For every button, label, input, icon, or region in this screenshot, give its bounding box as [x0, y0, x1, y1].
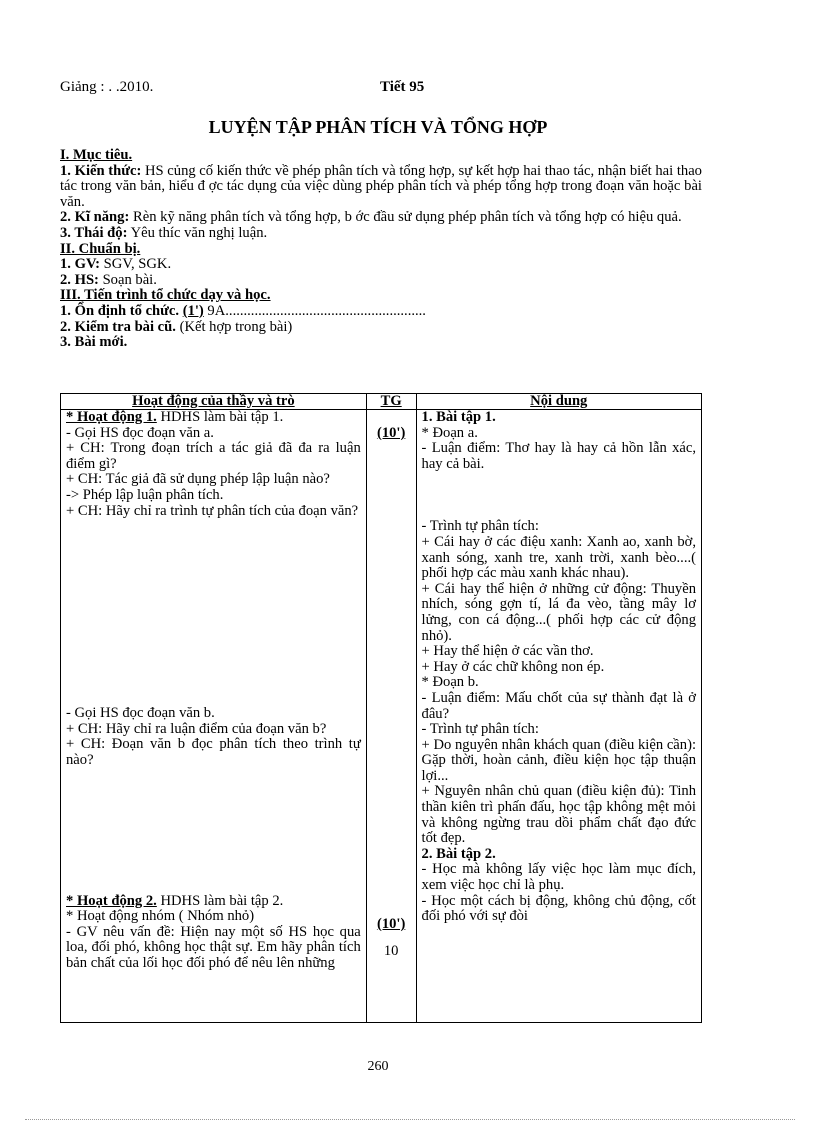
table-row [61, 410, 702, 1023]
content-cell [416, 410, 701, 1023]
lesson-table [60, 393, 702, 1023]
page-number: 260 [367, 1059, 389, 1074]
table-header-row [61, 394, 702, 410]
list-item: -> Phép lập luận phân tích. [66, 486, 224, 503]
header-content: Nội dung [416, 394, 701, 410]
list-item: + CH: Trong đoạn trích a tác giả đã đa ra luận điểm gì? [66, 440, 361, 472]
list-item: + Hay thể hiện ở các vần thơ. [421, 643, 594, 660]
objective-attitude: 3. Thái độ: Yêu thíc văn nghị luận. [60, 224, 268, 241]
time-label: (10') [376, 425, 406, 441]
list-item: - Luận điểm: Mấu chốt của sự thành đạt là ở đâu? [421, 689, 696, 722]
time-cell [366, 410, 416, 1023]
header-activities: Hoạt động của thầy và trò [61, 394, 367, 410]
header-time: TG [366, 394, 416, 410]
time-label: 10 [383, 943, 399, 959]
list-item: * Hoạt động nhóm ( Nhóm nhỏ) [66, 908, 255, 925]
list-item: - Gọi HS đọc đoạn văn a. [66, 424, 214, 441]
list-item: * Đoạn a. [421, 424, 478, 441]
list-item: * Đoạn b. [421, 674, 479, 691]
list-item: - Học mà không lấy việc học làm mục đích, xem việc học chỉ là phụ. [421, 861, 696, 894]
list-item: + Do nguyên nhân khách quan (điều kiện cần): Gặp thời, hoàn cảnh, điều kiện học tập thuận lợi... [421, 736, 696, 784]
lesson-objectives [60, 148, 702, 351]
step-new-lesson: 3. Bài mới. [60, 334, 128, 351]
list-item: - Trình tự phân tích: [421, 518, 539, 535]
prep-teacher: 1. GV: SGV, SGK. [60, 256, 172, 273]
list-item: + CH: Đoạn văn b đọc phân tích theo trình tự nào? [66, 736, 361, 768]
step-review: 2. Kiểm tra bài cũ. (Kết hợp trong bài) [60, 318, 293, 335]
list-item: - Luận điểm: Thơ hay là hay cả hồn lẫn xác, hay cả bài. [421, 440, 696, 472]
prep-student: 2. HS: Soạn bài. [60, 271, 157, 288]
section-2-heading: II. Chuẩn bị. [60, 240, 141, 257]
list-item: + Cái hay ở các điệu xanh: Xanh ao, xanh bờ, xanh sóng, xanh tre, xanh trời, xanh bèo....( phối hợp các màu xanh khác nhau). [421, 533, 696, 582]
list-item: - Trình tự phân tích: [421, 721, 539, 738]
activity-2-label: * Hoạt động 2. [66, 892, 157, 909]
section-1-heading: I. Mục tiêu. [60, 147, 133, 163]
list-item: - Học một cách bị động, không chủ động, cốt đối phó với sự đòi [421, 892, 696, 925]
list-item: + Nguyên nhân chủ quan (điều kiện đủ): Tinh thần kiên trì phấn đấu, học tập không mệt mỏi và không ngừng trau dồi phẩm chất đạo đức tốt đẹp. [421, 783, 696, 847]
list-item: + Cái hay thể hiện ở những cử động: Thuyền nhích, sóng gợn tí, lá đa vèo, tầng mây lơ lửng, con cá động...( phối hợp các cử động nhỏ). [421, 580, 696, 644]
step-class-order: 1. Ổn định tổ chức. (1') 9A....................................................... [60, 302, 426, 319]
list-item: + CH: Tác giả đã sử dụng phép lập luận nào? [66, 471, 330, 488]
date-header: Giảng : . .2010. [60, 79, 154, 95]
exercise-1-heading: 1. Bài tập 1. [421, 409, 496, 425]
time-label: (10') [376, 916, 406, 932]
activities-cell: * Hoạt động 1. HDHS làm bài tập 1. - Gọi HS đọc đoạn văn a. + CH: Trong đoạn trích a tác giả đã đa ra luận điểm gì? + CH: Tác giả đã sử dụng phép lập luận nào? -> Phép lập luận phân tích. + CH: Hãy chỉ ra trình tự phân tích của đoạn văn? - Gọi HS đọc đoạn văn b. + CH: Hãy chỉ ra luận điểm của đoạn văn b? + CH: Đoạn văn b đọc phân tích theo trình tự nào? * Hoạt động 2. HDHS làm bài tập 2. * Hoạt động nhóm ( Nhóm nhỏ) - GV nêu vấn đề: Hiện nay một số HS học qua loa, đối phó, không học thật sự. Em hãy phân tích bản chất của lối học đối phó để nêu lên những [61, 410, 367, 1023]
page-bottom-divider [25, 1119, 795, 1120]
objective-skills: 2. Kĩ năng: Rèn kỹ năng phân tích và tổng hợp, b ớc đầu sử dụng phép phân tích và tổng hợp có hiệu quả. [60, 209, 682, 226]
page-title: LUYỆN TẬP PHÂN TÍCH VÀ TỔNG HỢP [208, 117, 548, 137]
section-3-heading: III. Tiến trình tổ chức dạy và học. [60, 287, 271, 304]
list-item: + Hay ở các chữ không non ép. [421, 658, 605, 675]
list-item: - Gọi HS đọc đoạn văn b. [66, 705, 215, 722]
lesson-number: Tiết 95 [380, 79, 425, 95]
activity-1-label: * Hoạt động 1. [66, 409, 157, 425]
objective-knowledge: 1. Kiến thức: HS củng cố kiến thức về phép phân tích và tổng hợp, sự kết hợp hai thao tác, nhận biết hai thao tác trong văn bản, hiểu đ ợc tác dụng của việc dùng phép phân tích và phép tổng hợp trong đoạn văn hoặc bài văn. [60, 162, 702, 210]
list-item: - GV nêu vấn đề: Hiện nay một số HS học qua loa, đối phó, không học thật sự. Em hãy phân tích bản chất của lối học đối phó để nêu lên những [66, 923, 361, 971]
list-item: + CH: Hãy chỉ ra luận điểm của đoạn văn b? [66, 720, 327, 737]
exercise-2-heading: 2. Bài tập 2. [421, 845, 496, 862]
list-item: + CH: Hãy chỉ ra trình tự phân tích của đoạn văn? [66, 502, 359, 519]
